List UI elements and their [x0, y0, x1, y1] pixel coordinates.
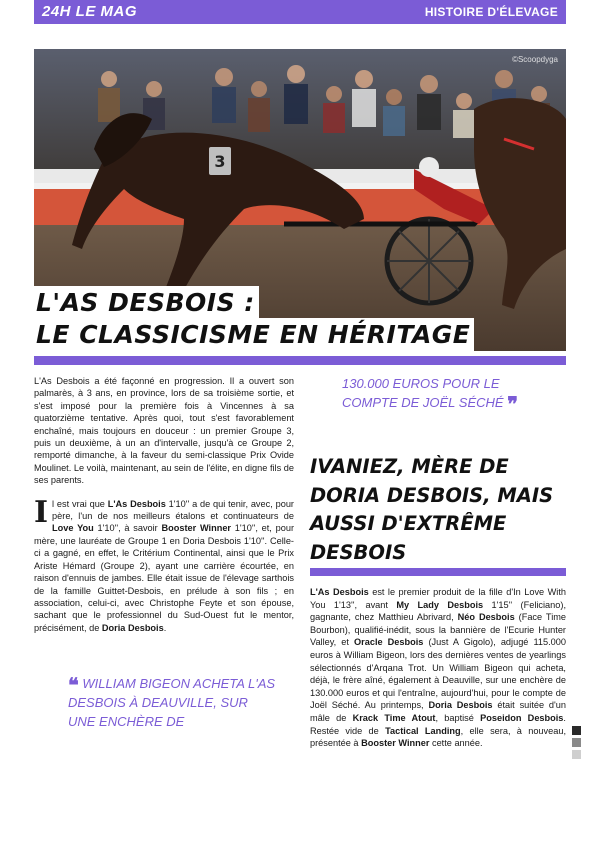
- left-column: [34, 375, 294, 634]
- decor-square-mid: [572, 738, 581, 747]
- close-quote-icon: ❞: [507, 392, 518, 416]
- pull-quote-right: 130.000 EUROS POUR LE COMPTE DE JOËL SÉCHÉ ❞: [342, 376, 518, 416]
- pull-quote-left: ❝ WILLIAM BIGEON ACHETA L'AS DESBOIS À DEAUVILLE, SUR UNE ENCHÈRE DE: [68, 673, 276, 729]
- section-subheading: IVANIEZ, MÈRE DE DORIA DESBOIS, MAIS AUSSI D'EXTRÊME DESBOIS: [310, 455, 554, 564]
- drop-cap: I: [34, 494, 49, 530]
- photo-credit: ©Scoopdyga: [512, 55, 558, 64]
- decor-square-light: [572, 750, 581, 759]
- right-column: [310, 586, 566, 750]
- open-quote-icon: ❝: [68, 673, 79, 697]
- header-bar: [34, 0, 566, 24]
- title-underline: [34, 356, 566, 365]
- subheading-underline: [310, 568, 566, 576]
- decor-square-dark: [572, 726, 581, 735]
- article-title-line-1: L'AS DESBOIS :: [34, 286, 259, 318]
- body-paragraph-2: L'As Desbois est le premier produit de la fille d'In Love With You 1'13'', avant My Lady Desbois 1'15'' (Feliciano), gagnante, chez Matthieu Abrivard, Néo Desbois (Face Time Bourbon), qualifié-inédit, sous la bannière de l'Ecurie Hunter Valley, et Oracle Desbois (Just A Gigolo), adjugé 115.000 euros à William Bigeon, lors des dernières ventes de yearlings sélectionnés d'Arqana Trot. Un William Bigeon qui acheta, déjà, le frère aîné, également à Deauville, sur une enchère de 130.000 euros et qui l'entraîne, aujourd'hui, pour le compte de Joël Séché. Au printemps, Doria Desbois était suitée d'un mâle de Krack Time Atout, baptisé Poseidon Desbois. Restée vide de Tactical Landing, elle sera, à nouveau, présentée à Booster Winner cette année.: [310, 587, 567, 749]
- intro-paragraph: L'As Desbois a été façonné en progression. Il a ouvert son palmarès, à 3 ans, en province, lors de sa troisième sortie, et s'est imposé pour la première fois à Vincennes à sa quatorzième tentative. Après quoi, tout s'est favorablement enchaîné, mais toujours en douceur : un premier Groupe 3, puis un deuxième, à un an d'intervalle, jusqu'à ce Groupe 2, remporté dimanche, à la faveur du semi-classique Prix Ovide Moulinet. Le voilà, maintenant, au sein de l'élite, en digne fils de ses parents.: [34, 376, 294, 486]
- svg-text:3: 3: [214, 152, 226, 171]
- magazine-name: 24H LE MAG: [42, 3, 138, 20]
- section-rubric: HISTOIRE D'ÉLEVAGE: [424, 5, 558, 19]
- article-title-line-2: LE CLASSICISME EN HÉRITAGE: [34, 318, 474, 352]
- body-paragraph-1: Il est vrai que L'As Desbois 1'10'' a de qui tenir, avec, pour père, l'un de nos meilleurs étalons et continuateurs de Love You 1'10'', à savoir Booster Winner 1'10'', et, pour mère, une lauréate de Groupe 1 en Doria Desbois 1'10''. Celle-ci a gagné, en effet, le Critérium Continental, ainsi que le Prix Ariste Hémard (Groupe 2), ayant une carrière écourtée, en raison d'ennuis de jambes. Elle était issue de l'élevage sarthois de la famille Guittet-Desbois, en prélude à son fils ; en association, celui-ci, avec Christophe Feyte et son épouse, sachant que le professionnel du Sud-Ouest fut le mentor, précisément, de Doria Desbois.: [34, 494, 294, 633]
